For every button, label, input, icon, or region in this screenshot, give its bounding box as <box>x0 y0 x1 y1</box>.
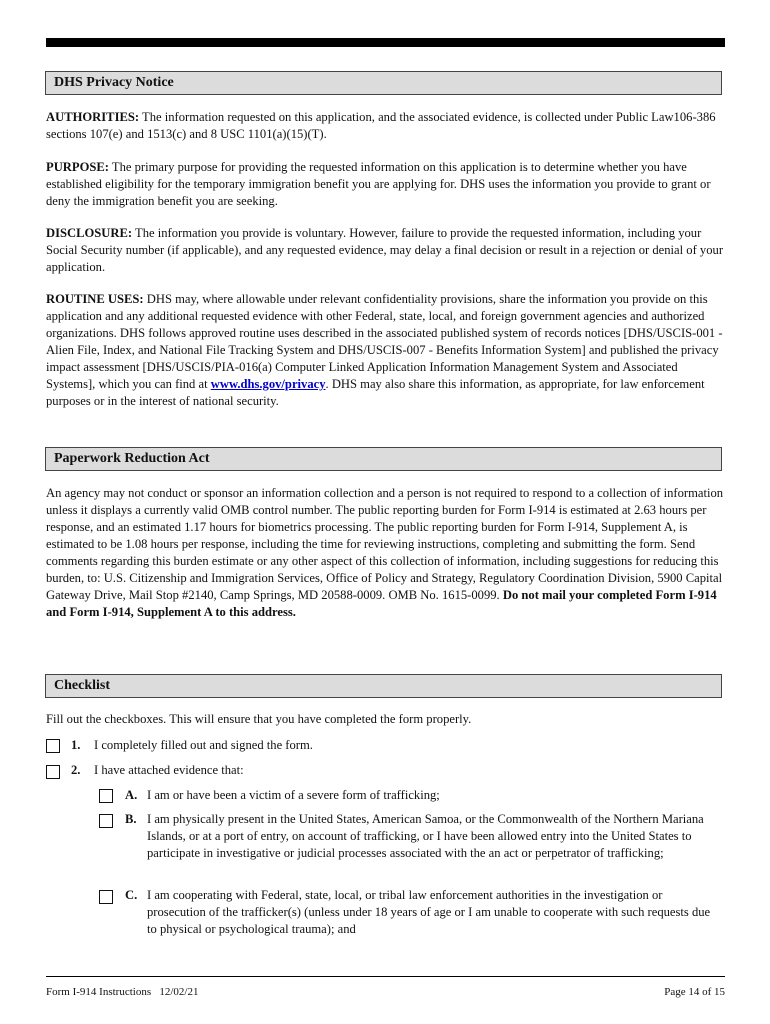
checklist-item-2-number: 2. <box>71 763 81 777</box>
paperwork-bold-text: Do not mail your completed Form I-914 and Form I-914, Supplement A to this address. <box>46 588 717 619</box>
dhs-privacy-link[interactable]: www.dhs.gov/privacy <box>210 377 326 391</box>
checklist-subitem-c-checkbox[interactable] <box>99 890 113 904</box>
checklist-item-1-checkbox[interactable] <box>46 739 60 753</box>
routine-uses-text-1: DHS may, where allowable under relevant confidentiality provisions, share the information you provide on this application and any additional requested evidence with other Federal, state, local, and foreign government agencies and authorized organizations. DHS follows approved routine uses described in the associated published system of records notices [DHS/USCIS-001 - Alien File, Index, and National File Tracking System and DHS/USCIS-007 - Benefits Information System] and published the privacy impact assessment [DHS/USCIS/PIA-016(a) Computer Linked Application Information Management System and Associated Systems], which you can find at <box>46 292 723 391</box>
checklist-subitem-a-text: I am or have been a victim of a severe form of trafficking; <box>147 788 440 802</box>
routine-uses-text-2: . DHS may also share this information, as appropriate, for law enforcement purposes or in the interest of national security. <box>46 377 705 408</box>
paperwork-section-header: Paperwork Reduction Act <box>45 447 722 471</box>
purpose-label: PURPOSE: <box>46 160 109 174</box>
purpose-paragraph <box>46 159 726 210</box>
checklist-intro: Fill out the checkboxes. This will ensure that you have completed the form properly. <box>46 712 472 726</box>
disclosure-label: DISCLOSURE: <box>46 226 133 240</box>
routine-uses-paragraph <box>46 291 726 410</box>
paperwork-paragraph <box>46 485 726 621</box>
checklist-subitem-c-text: I am cooperating with Federal, state, local, or tribal law enforcement authorities in the investigation or prosecution of the trafficker(s) (unless under 18 years of age or I am unable to cooperate with such requests due to physical or psychological trauma); and <box>147 888 711 936</box>
checklist-subitem-b-checkbox[interactable] <box>99 814 113 828</box>
checklist-subitem-a-letter: A. <box>125 788 138 802</box>
checklist-subitem-a-checkbox[interactable] <box>99 789 113 803</box>
checklist-subitem-b-letter: B. <box>125 812 137 826</box>
routine-uses-label: ROUTINE USES: <box>46 292 144 306</box>
checklist-subitem-c-letter: C. <box>125 888 138 902</box>
paperwork-text: An agency may not conduct or sponsor an information collection and a person is not required to respond to a collection of information unless it displays a currently valid OMB control number. The public reporting burden for Form I-914 is estimated at 2.63 hours per response, and an estimated 1.17 hours for biometrics processing. The public reporting burden for Form I-914, Supplement A, is estimated to be 1.08 hours per response, including the time for reviewing instructions, completing and submitting the form. Send comments regarding this burden estimate or any other aspect of this collection of information, including suggestions for reducing this burden, to: U.S. Citizenship and Immigration Services, Office of Policy and Strategy, Regulatory Coordination Division, 5900 Capital Gateway Drive, Mail Stop #2140, Camp Springs, MD 20588-0009. OMB No. 1615-0099. <box>46 486 724 602</box>
disclosure-text: The information you provide is voluntary. However, failure to provide the requested information, including your Social Security number (if applicable), and any requested evidence, may delay a final decision or result in a rejection or denial of your application. <box>46 226 724 274</box>
checklist-item-1-number: 1. <box>71 738 81 752</box>
checklist-item-1-text: I completely filled out and signed the form. <box>94 738 313 752</box>
authorities-text: The information requested on this application, and the associated evidence, is collected under Public Law106-386 sections 107(e) and 1513(c) and 8 USC 1101(a)(15)(T). <box>46 110 716 141</box>
purpose-text: The primary purpose for providing the requested information on this application is to determine whether you have established eligibility for the temporary immigration benefit you are applying for. DHS uses the information you provide to grant or deny the immigration benefit you are seeking. <box>46 160 711 208</box>
authorities-paragraph <box>46 109 726 143</box>
footer-rule <box>46 976 725 977</box>
checklist-section-header: Checklist <box>45 674 722 698</box>
checklist-subitem-b-text: I am physically present in the United States, American Samoa, or the Commonwealth of the Northern Mariana Islands, or at a port of entry, on account of trafficking, or I have been allowed entry into the United States to participate in investigative or judicial processes associated with the an act or perpetrator of trafficking; <box>147 812 704 860</box>
footer-page-number: Page 14 of 15 <box>664 986 725 998</box>
privacy-section-header: DHS Privacy Notice <box>45 71 722 95</box>
footer-form-info: Form I-914 Instructions 12/02/21 <box>46 986 199 998</box>
checklist-item-2-checkbox[interactable] <box>46 765 60 779</box>
checklist-item-2-text: I have attached evidence that: <box>94 763 244 777</box>
top-rule <box>46 38 725 47</box>
disclosure-paragraph <box>46 225 726 276</box>
authorities-label: AUTHORITIES: <box>46 110 140 124</box>
